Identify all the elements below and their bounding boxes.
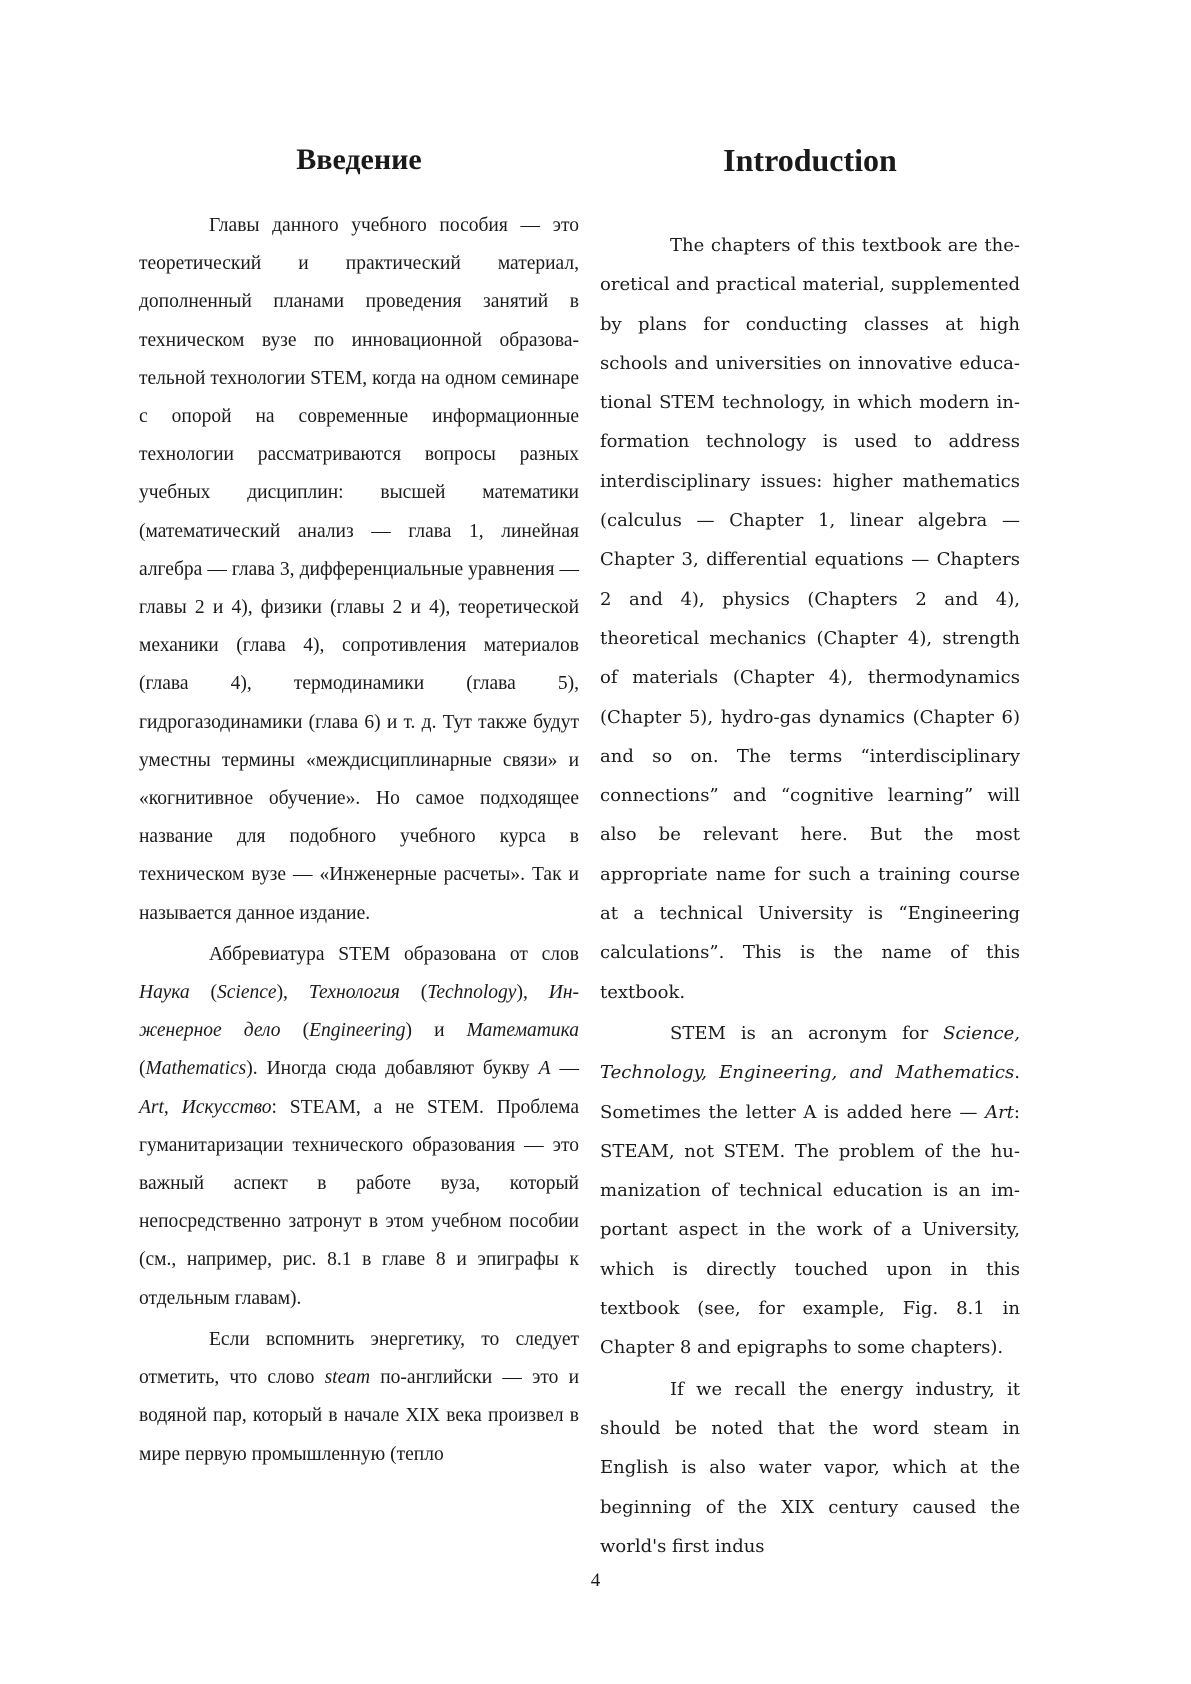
text-run: ( <box>189 982 218 1004</box>
italic-term: Mathematics <box>145 1058 247 1080</box>
english-paragraph-1: The chapters of this textbook are theoretical and practical material, supplemented by plans for conducting classes at high schools and universities on innovative educational STEM technology, in which modern information technology is used to address interdisciplinary issues: higher mathematics (calculus — Chapter 1, linear algebra — Chapter 3, differential equations — Chapters 2 and 4), physics (Chapters 2 and 4), theoretical mechanics (Chapter 4), strength of materials (Chapter 4), thermodynamics (Chapter 5), hydro-gas dynamics (Chapter 6) and so on. The terms “interdisciplinary connections” and “cognitive learning” will also be relevant here. But the most appropriate name for such a training course at a technical University is “Engineering calculations”. This is the name of this textbook. <box>600 235 1020 1003</box>
text-run: ( <box>139 1058 146 1080</box>
text-run: : STEAM, а не STEM. Проблема гуманитаризации технического образования — это важный аспект в работе вуза, который непосредственно затронут в этом учебном пособии (см., например, рис. 8.1 в главе 8 и эпиграфы к отдельным главам). <box>139 1096 579 1309</box>
english-paragraph-2 <box>600 1014 1020 1368</box>
russian-body <box>139 207 579 1474</box>
english-paragraph-3: If we recall the energy industry, it should be noted that the word steam in English is also water vapor, which at the beginning of the XIX century caused the world's first indus <box>600 1378 1020 1557</box>
text-run: ) и <box>405 1020 467 1042</box>
text-run: . Sometimes the letter A is added here — <box>600 1062 1020 1123</box>
russian-paragraph-2 <box>139 936 579 1318</box>
italic-term: Технология <box>308 982 400 1004</box>
text-run: Если вспомнить энергетику, то следует отметить, что слово <box>139 1328 579 1389</box>
italic-term: Science, Technology, Engineering, and Mathematics <box>600 1022 1020 1084</box>
russian-heading: Введение <box>296 143 422 176</box>
italic-term: Art <box>985 1101 1014 1123</box>
text-run: ), <box>276 982 309 1004</box>
italic-term: Искусство <box>181 1096 272 1118</box>
italic-term: Математика <box>466 1020 579 1042</box>
italic-term: Engineering <box>309 1020 406 1042</box>
text-run: ( <box>399 982 428 1004</box>
russian-paragraph-1: Главы данного учебного пособия — это теоретический и практический материал, дополненный планами проведения занятий в техническом вузе по инновационной образовательной технологии STEM, когда на одном семинаре с опорой на современные информационные технологии рассматриваются вопросы разных учебных дисциплин: высшей математики (математический анализ — глава 1, линейная алгебра — глава 3, дифференциальные уравнения — главы 2 и 4), физики (главы 2 и 4), теоретической механики (глава 4), сопротивления материалов (глава 4), термодинамики (глава 5), гидрогазодинамики (глава 6) и т. д. Тут также будут уместны термины «междисциплинарные связи» и «когнитивное обучение». Но самое подходящее название для подобного учебного курса в техническом вузе — «Инженерные расчеты». Так и называется данное издание. <box>139 215 579 924</box>
english-column <box>600 140 1020 1566</box>
page-number: 4 <box>590 1570 601 1591</box>
text-run: ), <box>516 982 549 1004</box>
italic-term: А <box>538 1058 551 1080</box>
english-body <box>600 226 1020 1566</box>
text-run: ). Иногда сюда добавляют букву <box>246 1058 539 1080</box>
text-run: : STEAM, not STEM. The problem of the humanization of technical education is an important aspect in the work of a University, which is directly touched upon in this textbook (see, for example, Fig. 8.1 in Chapter 8 and epigraphs to some chapters). <box>600 1101 1020 1359</box>
russian-paragraph-3 <box>139 1321 579 1474</box>
italic-term: steam <box>324 1367 371 1389</box>
italic-term: Наука <box>139 982 190 1004</box>
russian-column <box>139 140 579 1474</box>
italic-term: Technology <box>427 982 517 1004</box>
text-run: , <box>163 1096 182 1118</box>
text-run: — <box>550 1058 579 1080</box>
text-run: STEM is an acronym for <box>670 1022 944 1044</box>
italic-term: Art <box>139 1096 164 1118</box>
italic-term: Инженерное дело <box>139 982 579 1042</box>
english-heading: Introduction <box>723 142 897 178</box>
text-run: Аббревиатура STEM образована от слов <box>209 943 579 965</box>
italic-term: Science <box>217 982 277 1004</box>
text-run: ( <box>280 1020 310 1042</box>
text-run: по-английски — это и водяной пар, который в начале XIX века произвел в мире первую промышленную (тепло <box>139 1367 580 1465</box>
